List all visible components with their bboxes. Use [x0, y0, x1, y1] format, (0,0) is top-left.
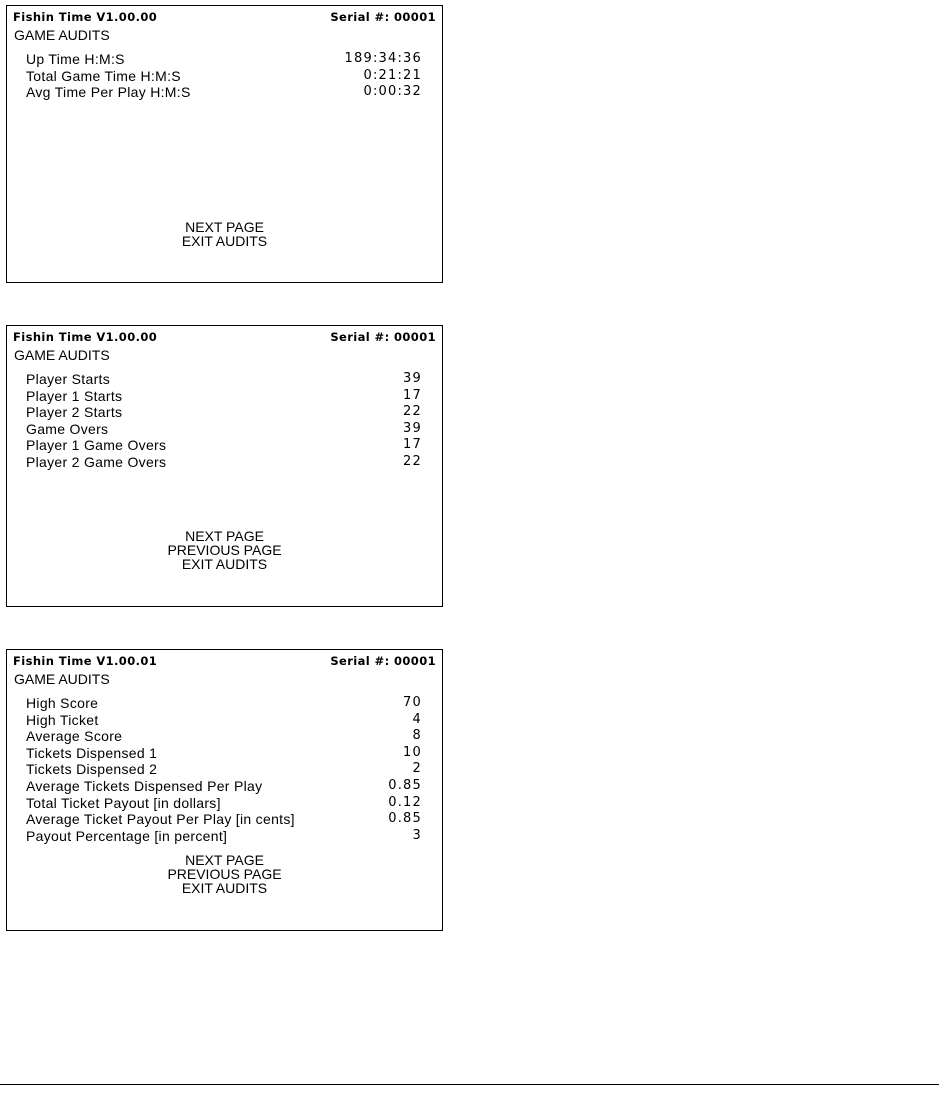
audit-row-total-ticket-payout — [26, 795, 422, 812]
audit-label: Total Game Time H:M:S — [26, 67, 181, 84]
previous-page-option[interactable]: PREVIOUS PAGE — [167, 866, 282, 882]
audit-row-player-1-starts — [26, 388, 422, 405]
next-page-option[interactable]: NEXT PAGE — [185, 219, 264, 235]
audit-label: High Ticket — [26, 711, 99, 728]
exit-audits-option[interactable]: EXIT AUDITS — [181, 880, 268, 896]
audit-label: Player 2 Game Overs — [26, 453, 167, 470]
audit-value: 0.85 — [388, 811, 422, 827]
audit-value: 3 — [412, 827, 422, 843]
audit-label: Up Time H:M:S — [26, 51, 125, 67]
audit-row-tickets-dispensed-1 — [26, 745, 422, 762]
serial-number: Serial #: 00001 — [330, 330, 436, 344]
audit-row-high-score — [26, 695, 422, 712]
section-title: GAME AUDITS — [14, 347, 110, 363]
audit-value: 0:21:21 — [363, 67, 422, 83]
audit-row-game-overs — [26, 421, 422, 438]
audit-row-up-time — [26, 51, 422, 68]
screen-header — [13, 10, 436, 26]
audit-label: Payout Percentage [in percent] — [26, 827, 228, 844]
audit-label: Game Overs — [26, 420, 109, 437]
audit-label: Average Ticket Payout Per Play [in cents] — [26, 811, 295, 828]
previous-page-option[interactable]: PREVIOUS PAGE — [167, 542, 282, 558]
audit-row-tickets-dispensed-2 — [26, 761, 422, 778]
audit-screen-1 — [6, 5, 443, 283]
audit-row-player-2-starts — [26, 404, 422, 421]
audit-row-total-game-time — [26, 68, 422, 85]
audit-label: Player Starts — [26, 371, 111, 387]
audit-row-high-ticket — [26, 712, 422, 729]
audit-label: Player 1 Starts — [26, 387, 123, 404]
screen-header — [13, 330, 436, 346]
audit-list — [26, 51, 422, 101]
audit-label: Average Score — [26, 728, 123, 745]
audit-label: Tickets Dispensed 1 — [26, 744, 158, 761]
audit-value: 189:34:36 — [344, 51, 422, 66]
audit-value: 39 — [403, 371, 422, 386]
next-page-option[interactable]: NEXT PAGE — [185, 528, 264, 544]
game-version-title: Fishin Time V1.00.01 — [13, 654, 158, 668]
audit-label: Tickets Dispensed 2 — [26, 761, 158, 778]
audit-label: Player 1 Game Overs — [26, 437, 167, 454]
audit-row-player-2-game-overs — [26, 454, 422, 471]
serial-number: Serial #: 00001 — [330, 654, 436, 668]
audit-row-avg-time-per-play — [26, 84, 422, 101]
audit-label: Total Ticket Payout [in dollars] — [26, 794, 221, 811]
audit-row-player-starts — [26, 371, 422, 388]
audit-row-average-score — [26, 728, 422, 745]
audit-row-avg-tickets-per-play — [26, 778, 422, 795]
audit-value: 17 — [403, 387, 422, 403]
audit-label: Player 2 Starts — [26, 404, 123, 421]
game-version-title: Fishin Time V1.00.00 — [13, 10, 158, 24]
audit-row-avg-ticket-payout-per-play — [26, 811, 422, 828]
next-page-option[interactable]: NEXT PAGE — [185, 852, 264, 868]
audit-value: 22 — [403, 453, 422, 469]
audit-value: 0.85 — [388, 777, 422, 793]
audit-label: Avg Time Per Play H:M:S — [26, 84, 191, 101]
audit-screen-3 — [6, 649, 443, 931]
audit-row-player-1-game-overs — [26, 437, 422, 454]
section-title: GAME AUDITS — [14, 671, 110, 687]
section-title: GAME AUDITS — [14, 27, 110, 43]
audit-value: 22 — [403, 404, 422, 420]
audit-value: 17 — [403, 437, 422, 453]
game-version-title: Fishin Time V1.00.00 — [13, 330, 158, 344]
audit-menu — [7, 853, 442, 895]
serial-number: Serial #: 00001 — [330, 10, 436, 24]
audit-value: 10 — [403, 744, 422, 760]
audit-screen-2 — [6, 325, 443, 607]
exit-audits-option[interactable]: EXIT AUDITS — [181, 233, 268, 249]
audit-value: 8 — [412, 728, 422, 744]
audit-list — [26, 371, 422, 471]
audit-value: 4 — [412, 711, 422, 727]
screen-header — [13, 654, 436, 670]
audit-row-payout-percentage — [26, 828, 422, 845]
page-footer-rule — [0, 1084, 939, 1085]
audit-value: 2 — [412, 761, 422, 777]
audit-value: 39 — [403, 420, 422, 436]
audit-menu — [7, 529, 442, 571]
exit-audits-option[interactable]: EXIT AUDITS — [181, 556, 268, 572]
audit-label: High Score — [26, 695, 99, 711]
audit-menu — [7, 220, 442, 248]
audit-label: Average Tickets Dispensed Per Play — [26, 777, 263, 794]
audit-value: 0:00:32 — [363, 84, 422, 100]
audit-list — [26, 695, 422, 844]
audit-value: 0.12 — [388, 794, 422, 810]
audit-value: 70 — [403, 695, 422, 710]
